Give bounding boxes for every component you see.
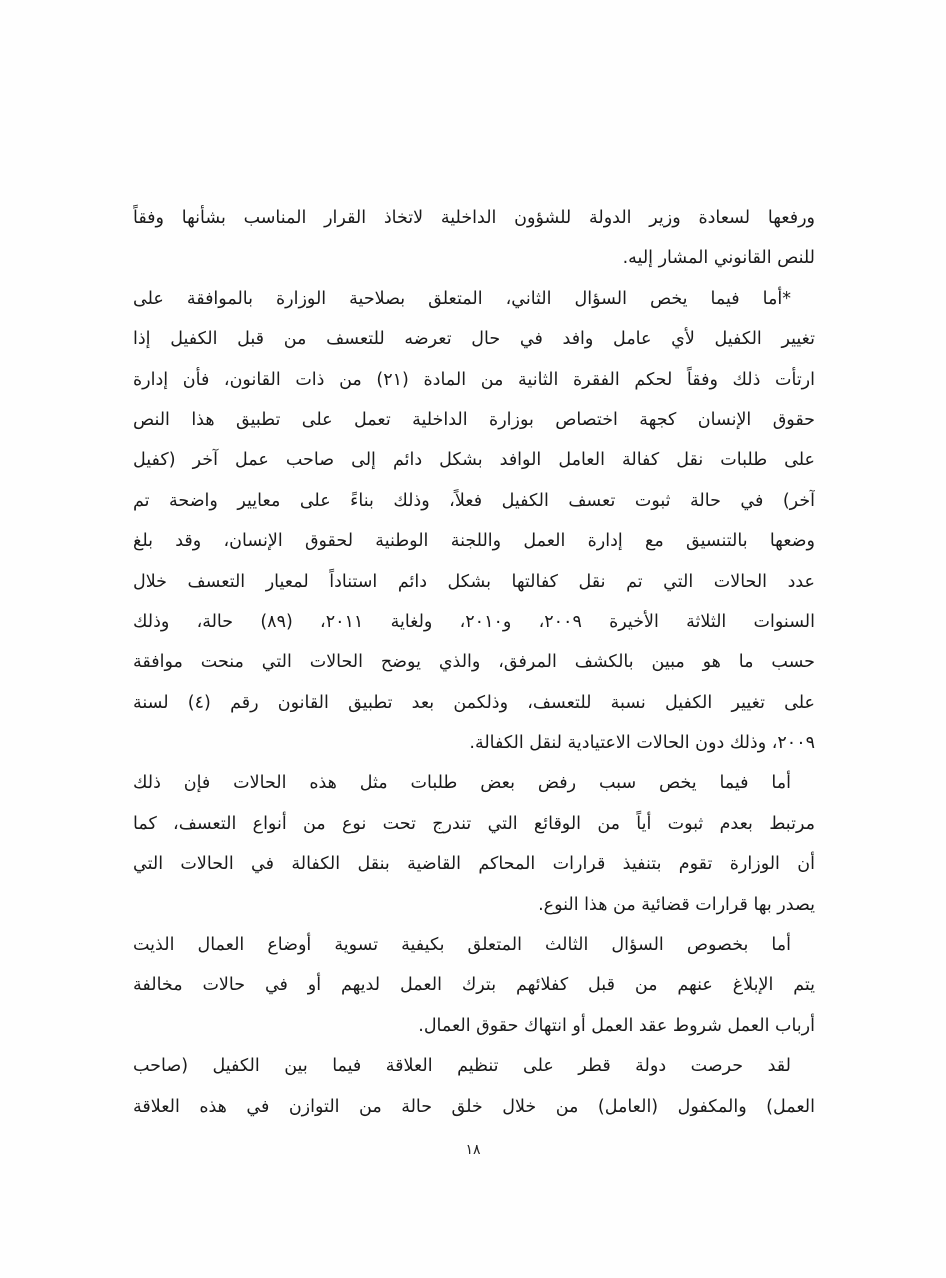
text-line: مرتبط بعدم ثبوت أياً من الوقائع التي تندرج تحت نوع من أنواع التعسف، كما (133, 813, 815, 834)
text-line: العمل) والمكفول (العامل) من خلال خلق حالة من التوازن في هذه العلاقة (133, 1096, 815, 1117)
text-line: حسب ما هو مبين بالكشف المرفق، والذي يوضح الحالات التي منحت موافقة (133, 652, 815, 673)
text-line: يتم الإبلاغ عنهم من قبل كفلائهم بترك العمل لديهم أو في حالات مخالفة (133, 975, 815, 996)
body-text (133, 198, 815, 1127)
text-line: أرباب العمل شروط عقد العمل أو انتهاك حقوق العمال. (418, 1015, 815, 1036)
text-line: للنص القانوني المشار إليه. (622, 248, 815, 269)
text-line: آخر) في حالة ثبوت تعسف الكفيل فعلاً، وذلك بناءً على معايير واضحة تم (133, 490, 815, 511)
text-line: تغيير الكفيل لأي عامل وافد في حال تعرضه للتعسف من قبل الكفيل إذا (133, 329, 815, 350)
text-line: أن الوزارة تقوم بتنفيذ قرارات المحاكم القاضية بنقل الكفالة في الحالات التي (133, 854, 815, 875)
text-line: ارتأت ذلك وفقاً لحكم الفقرة الثانية من المادة (٢١) من ذات القانون، فأن إدارة (133, 369, 815, 390)
text-line: على تغيير الكفيل نسبة للتعسف، وذلكمن بعد تطبيق القانون رقم (٤) لسنة (133, 692, 815, 713)
text-line: يصدر بها قرارات قضائية من هذا النوع. (538, 894, 815, 915)
text-line: ورفعها لسعادة وزير الدولة للشؤون الداخلية لاتخاذ القرار المناسب بشأنها وفقاً (133, 208, 815, 228)
text-line: حقوق الإنسان كجهة اختصاص بوزارة الداخلية تعمل على تطبيق هذا النص (133, 409, 815, 430)
text-line: عدد الحالات التي تم نقل كفالتها بشكل دائم استناداً لمعيار التعسف خلال (133, 571, 815, 592)
text-line: أما فيما يخص سبب رفض بعض طلبات مثل هذه الحالات فإن ذلك (133, 773, 791, 794)
text-line: ٢٠٠٩، وذلك دون الحالات الاعتيادية لنقل الكفالة. (469, 733, 815, 754)
page-number: ١٨ (465, 1142, 481, 1158)
text-line: على طلبات نقل كفالة العامل الوافد بشكل دائم إلى صاحب عمل آخر (كفيل (133, 450, 815, 471)
text-line: وضعها بالتنسيق مع إدارة العمل واللجنة الوطنية لحقوق الإنسان، وقد بلغ (133, 531, 815, 552)
text-line: السنوات الثلاثة الأخيرة ٢٠٠٩، و٢٠١٠، ولغاية ٢٠١١، (٨٩) حالة، وذلك (133, 611, 815, 632)
text-line: لقد حرصت دولة قطر على تنظيم العلاقة فيما بين الكفيل (صاحب (133, 1056, 791, 1077)
text-line: *أما فيما يخص السؤال الثاني، المتعلق بصلاحية الوزارة بالموافقة على (133, 288, 791, 309)
text-line: أما بخصوص السؤال الثالث المتعلق بكيفية تسوية أوضاع العمال الذيت (133, 935, 791, 956)
